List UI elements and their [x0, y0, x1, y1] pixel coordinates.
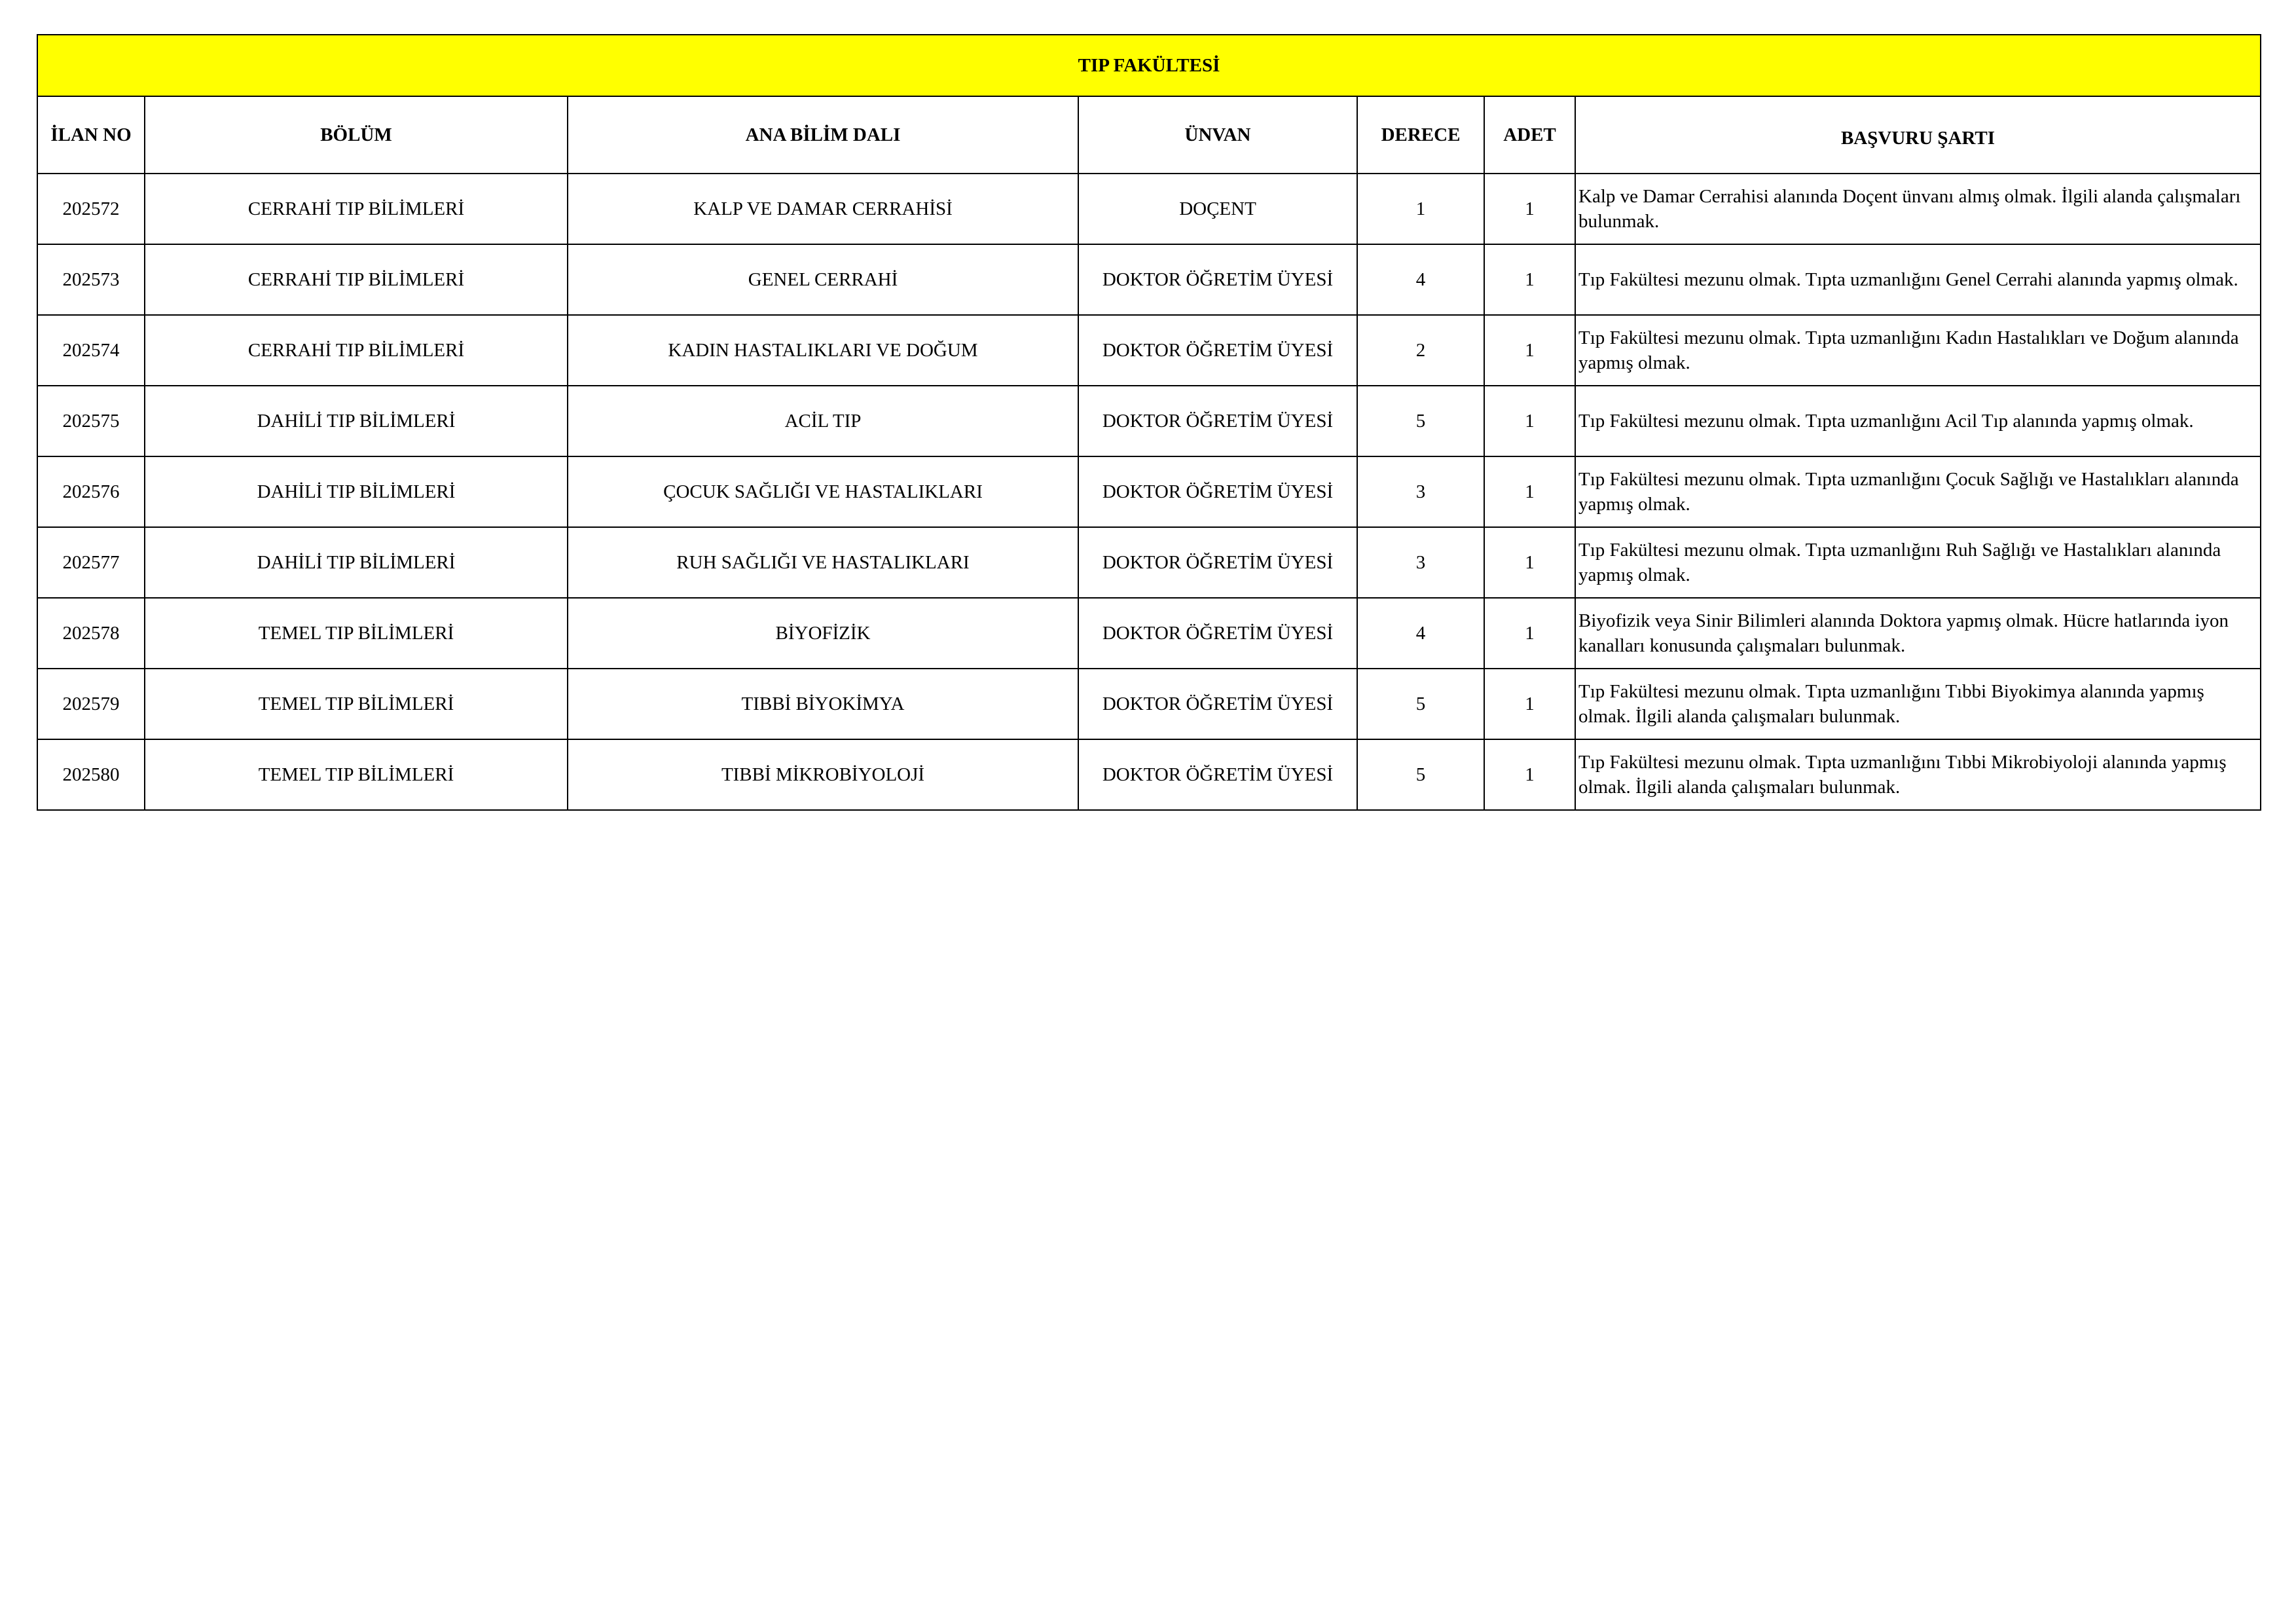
- table-row: [37, 669, 2261, 739]
- table-row: [37, 386, 2261, 456]
- cell-bolum: DAHİLİ TIP BİLİMLERİ: [145, 527, 568, 598]
- cell-derece: 5: [1357, 669, 1484, 739]
- cell-basvuru-sarti: Tıp Fakültesi mezunu olmak. Tıpta uzmanlığını Çocuk Sağlığı ve Hastalıkları alanında yapmış olmak.: [1575, 456, 2261, 527]
- cell-ilan-no: 202580: [37, 739, 145, 810]
- job-listing-table: [37, 34, 2261, 811]
- cell-derece: 5: [1357, 386, 1484, 456]
- cell-basvuru-sarti: Tıp Fakültesi mezunu olmak. Tıpta uzmanlığını Ruh Sağlığı ve Hastalıkları alanında yapmış olmak.: [1575, 527, 2261, 598]
- cell-ilan-no: 202579: [37, 669, 145, 739]
- cell-bolum: DAHİLİ TIP BİLİMLERİ: [145, 386, 568, 456]
- cell-adet: 1: [1484, 386, 1575, 456]
- cell-basvuru-sarti: Kalp ve Damar Cerrahisi alanında Doçent ünvanı almış olmak. İlgili alanda çalışmaları bulunmak.: [1575, 174, 2261, 244]
- table-row: [37, 456, 2261, 527]
- cell-unvan: DOKTOR ÖĞRETİM ÜYESİ: [1078, 739, 1357, 810]
- cell-adet: 1: [1484, 456, 1575, 527]
- cell-unvan: DOKTOR ÖĞRETİM ÜYESİ: [1078, 456, 1357, 527]
- cell-adet: 1: [1484, 598, 1575, 669]
- cell-ilan-no: 202578: [37, 598, 145, 669]
- document-sheet: [37, 34, 2260, 811]
- cell-unvan: DOKTOR ÖĞRETİM ÜYESİ: [1078, 244, 1357, 315]
- cell-ana-bilim-dali: KADIN HASTALIKLARI VE DOĞUM: [568, 315, 1078, 386]
- cell-unvan: DOKTOR ÖĞRETİM ÜYESİ: [1078, 386, 1357, 456]
- cell-ilan-no: 202574: [37, 315, 145, 386]
- table-row: [37, 527, 2261, 598]
- table-row: [37, 739, 2261, 810]
- cell-unvan: DOÇENT: [1078, 174, 1357, 244]
- table-row: [37, 598, 2261, 669]
- cell-ilan-no: 202573: [37, 244, 145, 315]
- cell-basvuru-sarti: Tıp Fakültesi mezunu olmak. Tıpta uzmanlığını Tıbbi Mikrobiyoloji alanında yapmış olmak. İlgili alanda çalışmaları bulunmak.: [1575, 739, 2261, 810]
- cell-ilan-no: 202575: [37, 386, 145, 456]
- cell-ana-bilim-dali: TIBBİ BİYOKİMYA: [568, 669, 1078, 739]
- column-header-ana-bilim-dali: ANA BİLİM DALI: [568, 96, 1078, 174]
- cell-ilan-no: 202572: [37, 174, 145, 244]
- cell-adet: 1: [1484, 315, 1575, 386]
- column-header-unvan: ÜNVAN: [1078, 96, 1357, 174]
- cell-derece: 5: [1357, 739, 1484, 810]
- cell-basvuru-sarti: Biyofizik veya Sinir Bilimleri alanında Doktora yapmış olmak. Hücre hatlarında iyon kanalları konusunda çalışmaları bulunmak.: [1575, 598, 2261, 669]
- header-row: [37, 96, 2261, 174]
- cell-bolum: TEMEL TIP BİLİMLERİ: [145, 739, 568, 810]
- cell-ana-bilim-dali: ACİL TIP: [568, 386, 1078, 456]
- title-row: [37, 35, 2261, 96]
- cell-adet: 1: [1484, 669, 1575, 739]
- table-row: [37, 244, 2261, 315]
- column-header-basvuru-sarti: BAŞVURU ŞARTI: [1575, 96, 2261, 174]
- table-row: [37, 315, 2261, 386]
- cell-bolum: TEMEL TIP BİLİMLERİ: [145, 598, 568, 669]
- cell-ana-bilim-dali: TIBBİ MİKROBİYOLOJİ: [568, 739, 1078, 810]
- cell-basvuru-sarti: Tıp Fakültesi mezunu olmak. Tıpta uzmanlığını Acil Tıp alanında yapmış olmak.: [1575, 386, 2261, 456]
- cell-derece: 2: [1357, 315, 1484, 386]
- cell-ilan-no: 202576: [37, 456, 145, 527]
- cell-basvuru-sarti: Tıp Fakültesi mezunu olmak. Tıpta uzmanlığını Genel Cerrahi alanında yapmış olmak.: [1575, 244, 2261, 315]
- cell-basvuru-sarti: Tıp Fakültesi mezunu olmak. Tıpta uzmanlığını Tıbbi Biyokimya alanında yapmış olmak. İlgili alanda çalışmaları bulunmak.: [1575, 669, 2261, 739]
- cell-derece: 3: [1357, 527, 1484, 598]
- cell-ana-bilim-dali: BİYOFİZİK: [568, 598, 1078, 669]
- column-header-bolum: BÖLÜM: [145, 96, 568, 174]
- faculty-title: TIP FAKÜLTESİ: [37, 35, 2261, 96]
- cell-unvan: DOKTOR ÖĞRETİM ÜYESİ: [1078, 527, 1357, 598]
- cell-derece: 3: [1357, 456, 1484, 527]
- cell-derece: 1: [1357, 174, 1484, 244]
- cell-derece: 4: [1357, 598, 1484, 669]
- cell-unvan: DOKTOR ÖĞRETİM ÜYESİ: [1078, 669, 1357, 739]
- cell-bolum: CERRAHİ TIP BİLİMLERİ: [145, 174, 568, 244]
- column-header-derece: DERECE: [1357, 96, 1484, 174]
- cell-unvan: DOKTOR ÖĞRETİM ÜYESİ: [1078, 315, 1357, 386]
- cell-ana-bilim-dali: GENEL CERRAHİ: [568, 244, 1078, 315]
- cell-bolum: DAHİLİ TIP BİLİMLERİ: [145, 456, 568, 527]
- cell-bolum: CERRAHİ TIP BİLİMLERİ: [145, 315, 568, 386]
- cell-unvan: DOKTOR ÖĞRETİM ÜYESİ: [1078, 598, 1357, 669]
- cell-bolum: TEMEL TIP BİLİMLERİ: [145, 669, 568, 739]
- cell-ilan-no: 202577: [37, 527, 145, 598]
- cell-adet: 1: [1484, 527, 1575, 598]
- cell-derece: 4: [1357, 244, 1484, 315]
- cell-bolum: CERRAHİ TIP BİLİMLERİ: [145, 244, 568, 315]
- column-header-ilan-no: İLAN NO: [37, 96, 145, 174]
- table-row: [37, 174, 2261, 244]
- cell-basvuru-sarti: Tıp Fakültesi mezunu olmak. Tıpta uzmanlığını Kadın Hastalıkları ve Doğum alanında yapmış olmak.: [1575, 315, 2261, 386]
- cell-adet: 1: [1484, 739, 1575, 810]
- cell-ana-bilim-dali: RUH SAĞLIĞI VE HASTALIKLARI: [568, 527, 1078, 598]
- cell-ana-bilim-dali: KALP VE DAMAR CERRAHİSİ: [568, 174, 1078, 244]
- cell-ana-bilim-dali: ÇOCUK SAĞLIĞI VE HASTALIKLARI: [568, 456, 1078, 527]
- column-header-adet: ADET: [1484, 96, 1575, 174]
- cell-adet: 1: [1484, 244, 1575, 315]
- cell-adet: 1: [1484, 174, 1575, 244]
